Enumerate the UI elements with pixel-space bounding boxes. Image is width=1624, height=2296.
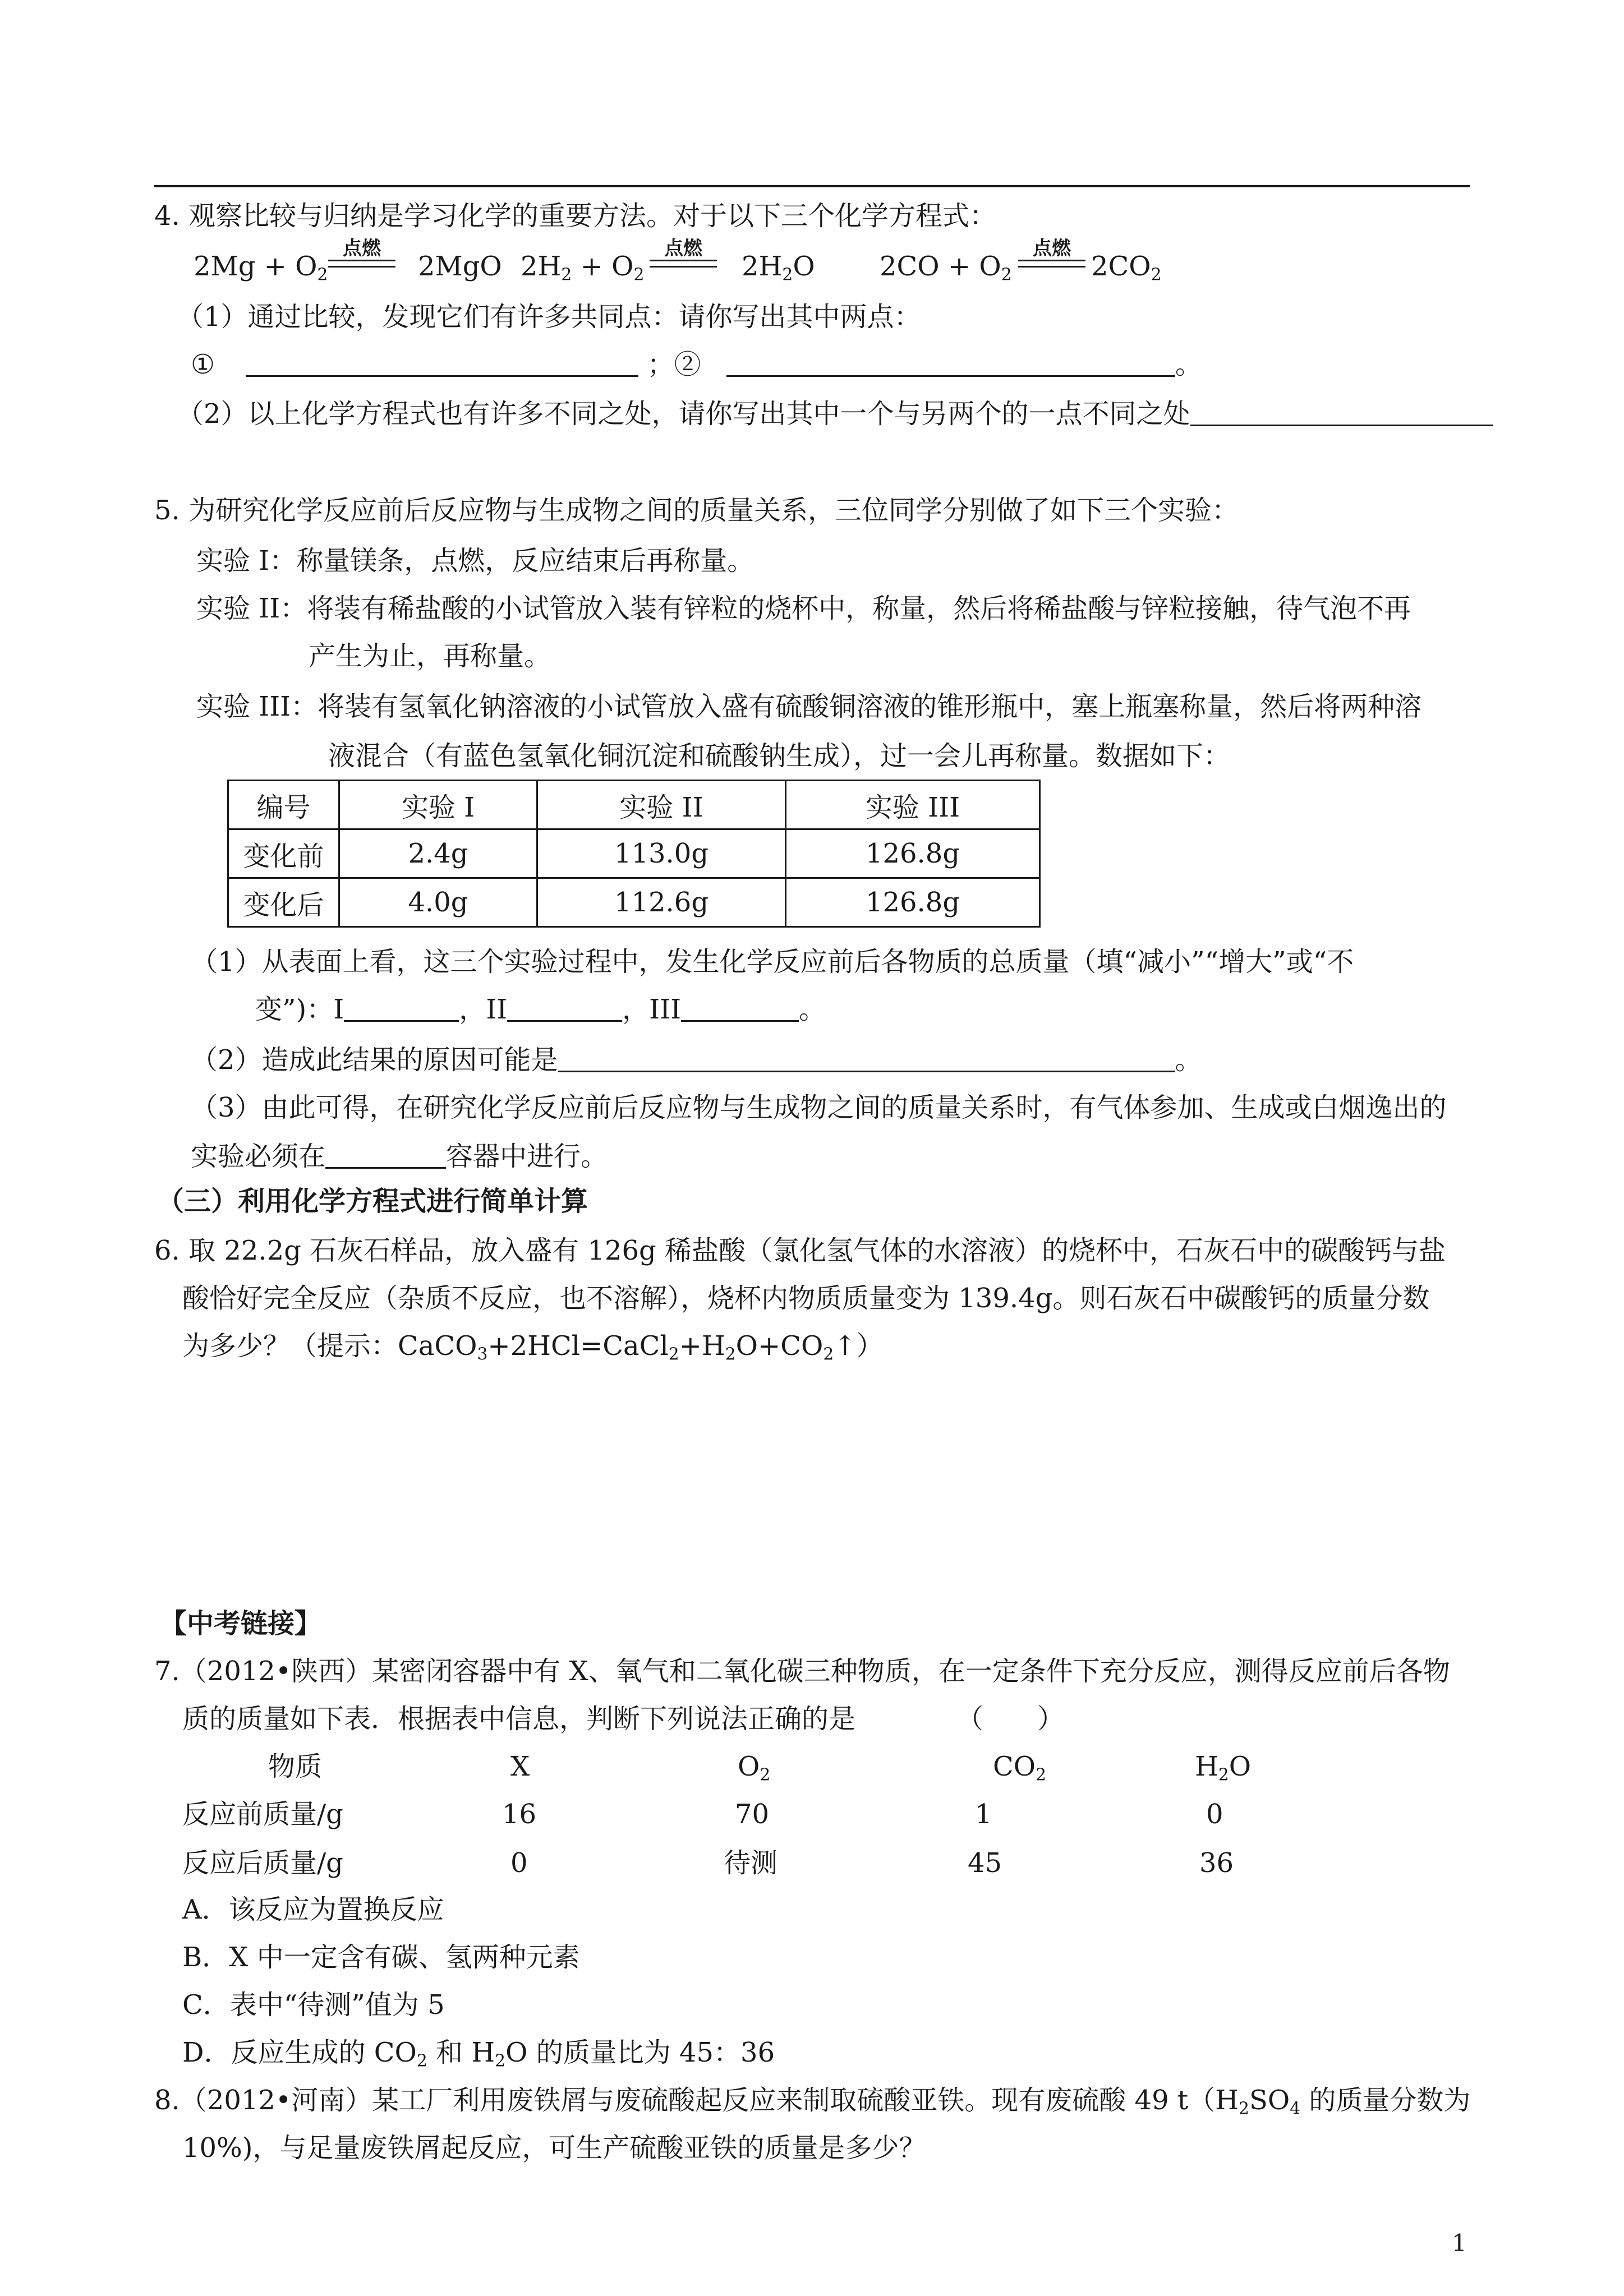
q5-exp1: 实验 I：称量镁条，点燃，反应结束后再称量。	[196, 545, 755, 577]
q7-head-x: X	[510, 1751, 530, 1782]
q7-row1-x: 16	[502, 1799, 537, 1830]
q7-row2-x: 0	[510, 1847, 528, 1879]
q7-option-d[interactable]: D．反应生成的 $CO_2$ 和 $H_2O$ 的质量比为 45：36	[182, 2037, 775, 2071]
q5-exp2-b: 产生为止，再称量。	[309, 640, 551, 672]
q5-p2: （2）造成此结果的原因可能是 。	[191, 1044, 1202, 1076]
eq1-right: 2MgO	[418, 251, 502, 282]
table-row	[228, 829, 1040, 878]
q6-line1: 6. 取 22.2g 石灰石样品，放入盛有 126g 稀盐酸（氯化氢气体的水溶液）的烧杯中，石灰石中的碳酸钙与盐	[154, 1235, 1446, 1266]
table-cell: 实验 II	[537, 781, 786, 829]
page-number: 1	[1452, 2229, 1467, 2257]
q5-blank-i[interactable]	[344, 995, 459, 1022]
table-cell: 2.4g	[339, 829, 537, 878]
q7-option-c[interactable]: C．表中“待测”值为 5	[182, 1989, 445, 2021]
q7-row2-label: 反应后质量/g	[182, 1847, 343, 1879]
exam-link-title: 【中考链接】	[160, 1608, 322, 1639]
table-cell: 112.6g	[537, 878, 786, 927]
q7-head-h2o: $H_2O$	[1195, 1751, 1252, 1785]
q5-p1-a: （1）从表面上看，这三个实验过程中，发生化学反应前后各物质的总质量（填“减小”“增大”或“不	[191, 946, 1354, 978]
eq2-arrow	[650, 260, 717, 268]
q4-part1: （1）通过比较，发现它们有许多共同点：请你写出其中两点：	[177, 301, 921, 333]
q5-exp3-b: 液混合（有蓝色氢氧化铜沉淀和硫酸钠生成），过一会儿再称量。数据如下：	[328, 740, 1231, 772]
eq2-left: $2H_2 + O_2$	[521, 251, 645, 285]
q7-row1-co2: 1	[975, 1799, 992, 1830]
q5-exp3-a: 实验 III：将装有氢氧化钠溶液的小试管放入盛有硫酸铜溶液的锥形瓶中，塞上瓶塞称量，然后将两种溶	[196, 691, 1422, 722]
q7-row1-label: 反应前质量/g	[182, 1799, 343, 1830]
q4-blank-2[interactable]	[726, 351, 1175, 377]
q5-blank-ii[interactable]	[507, 995, 622, 1022]
q6-line2: 酸恰好完全反应（杂质不反应，也不溶解），烧杯内物质质量变为 139.4g。则石灰石中碳酸钙的质量分数	[182, 1283, 1430, 1314]
eq2-right: $2H_2O$	[742, 251, 815, 285]
table-cell: 实验 I	[339, 781, 537, 829]
eq3-condition: 点燃	[1033, 237, 1071, 260]
q7-head-o2: $O_2$	[738, 1751, 771, 1785]
eq3-arrow	[1018, 260, 1085, 268]
eq1-left: 2Mg + O	[194, 251, 318, 282]
table-row	[228, 781, 1040, 829]
table-cell: 变化前	[228, 829, 339, 878]
q4-stem: 4. 观察比较与归纳是学习化学的重要方法。对于以下三个化学方程式：	[154, 200, 997, 232]
q7-row2-co2: 45	[968, 1847, 1002, 1879]
q4-blank-3[interactable]	[1190, 400, 1493, 426]
q7-line2: 质的质量如下表．根据表中信息，判断下列说法正确的是 （ ）	[182, 1703, 1065, 1735]
q5-p3-b: 实验必须在 容器中进行。	[191, 1141, 608, 1172]
table-cell: 实验 III	[786, 781, 1040, 829]
q7-option-b[interactable]: B．X 中一定含有碳、氢两种元素	[182, 1942, 580, 1973]
eq1-condition: 点燃	[343, 237, 381, 260]
table-cell: 编号	[228, 781, 339, 829]
q7-row2-h2o: 36	[1199, 1847, 1234, 1879]
table-row	[228, 878, 1040, 927]
eq2-condition: 点燃	[664, 237, 702, 260]
q4-equations: $2Mg + O_2$	[194, 251, 328, 285]
table-cell: 4.0g	[339, 878, 537, 927]
q4-part2: （2）以上化学方程式也有许多不同之处，请你写出其中一个与另两个的一点不同之处	[177, 397, 1493, 431]
q4-blank-1[interactable]	[246, 351, 638, 377]
q4-blanks: ① ；② 。	[191, 349, 1202, 380]
eq1-arrow	[328, 260, 395, 268]
q7-head-substance: 物质	[268, 1751, 323, 1782]
q5-stem: 5. 为研究化学反应前后反应物与生成物之间的质量关系，三位同学分别做了如下三个实验：	[154, 495, 1239, 526]
q7-line1: 7.（2012•陕西）某密闭容器中有 X、氧气和二氧化碳三种物质，在一定条件下充分反应，测得反应前后各物	[154, 1656, 1450, 1687]
table-cell: 126.8g	[786, 878, 1040, 927]
q5-blank-container[interactable]	[325, 1142, 446, 1169]
q6-line3: 为多少？（提示：$CaCO_3+2HCl=CaCl_2+H_2O+CO_2↑$）	[182, 1330, 884, 1364]
q8-line2: 10%)，与足量废铁屑起反应，可生产硫酸亚铁的质量是多少？	[182, 2132, 926, 2164]
q5-data-table	[227, 780, 1041, 928]
q8-line1: 8.（2012•河南）某工厂利用废铁屑与废硫酸起反应来制取硫酸亚铁。现有废硫酸 49 $t(H_2SO_4$ 的质量分数为	[154, 2085, 1471, 2119]
table-cell: 126.8g	[786, 829, 1040, 878]
q5-p3-a: （3）由此可得，在研究化学反应前后反应物与生成物之间的质量关系时，有气体参加、生成或白烟逸出的	[191, 1092, 1447, 1123]
answer-paren[interactable]: （ ）	[956, 1703, 1065, 1735]
section-title: （三）利用化学方程式进行简单计算	[157, 1186, 588, 1217]
q5-blank-iii[interactable]	[681, 995, 799, 1022]
q7-row1-o2: 70	[735, 1799, 770, 1830]
q5-p1-b: 变”)：I ，II ，III 。	[255, 994, 826, 1025]
q7-row2-o2: 待测	[724, 1847, 778, 1879]
q5-blank-reason[interactable]	[558, 1046, 1175, 1072]
q7-row1-h2o: 0	[1206, 1799, 1223, 1830]
table-cell: 变化后	[228, 878, 339, 927]
eq3-left: $2CO + O_2$	[880, 251, 1012, 285]
table-cell: 113.0g	[537, 829, 786, 878]
q7-option-a[interactable]: A．该反应为置换反应	[182, 1894, 444, 1925]
eq3-right: $2CO_2$	[1091, 251, 1162, 285]
header-rule	[154, 185, 1470, 187]
q7-head-co2: $CO_2$	[993, 1751, 1047, 1785]
q5-exp2-a: 实验 II：将装有稀盐酸的小试管放入装有锌粒的烧杯中，称量，然后将稀盐酸与锌粒接触，待气泡不再	[196, 593, 1411, 624]
